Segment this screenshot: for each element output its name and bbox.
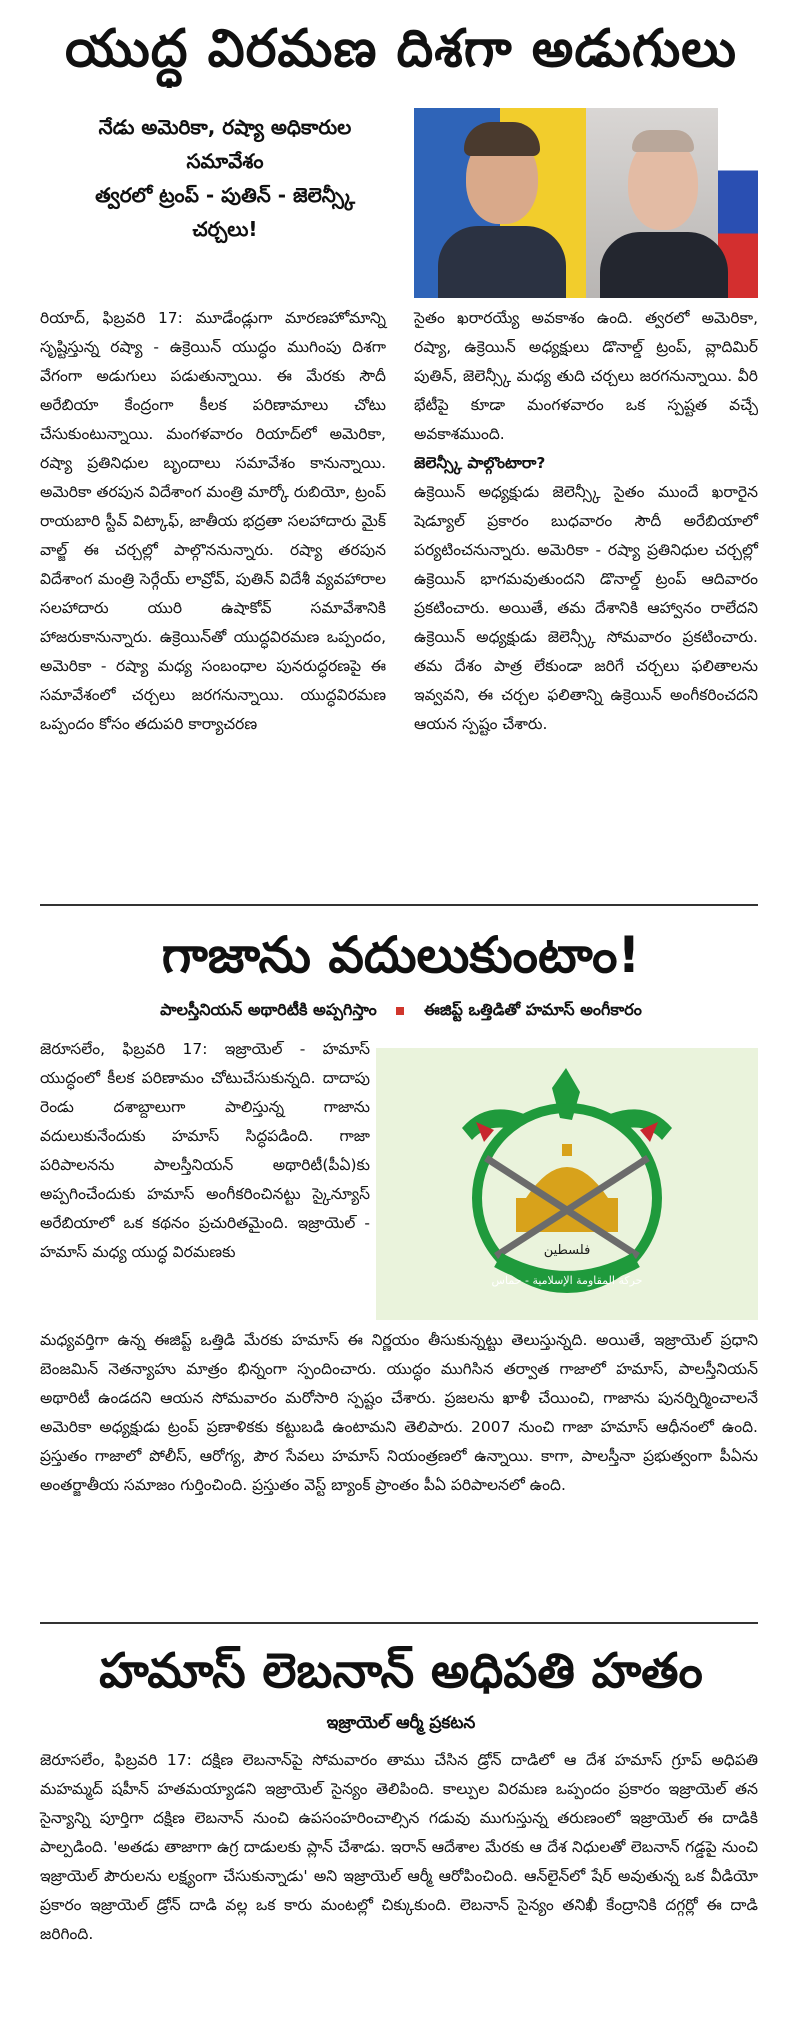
story1-headline: యుద్ధ విరమణ దిశగా అడుగులు: [64, 19, 738, 79]
hamas-emblem-icon: [376, 1048, 758, 1320]
story2-column-narrow: [40, 1035, 370, 1267]
section-divider-1: [40, 904, 758, 906]
story1-subhead-1: నేడు అమెరికా, రష్యా అధికారుల సమావేశం: [98, 115, 352, 173]
section-divider-2: [40, 1622, 758, 1624]
story3-headline: హమాస్ లెబనాన్ అధిపతి హతం: [99, 1643, 703, 1699]
story3-deck: ఇజ్రాయెల్ ఆర్మీ ప్రకటన: [326, 1713, 476, 1733]
story1-column-1: [40, 304, 386, 739]
putin-photo: [586, 108, 758, 298]
story1-column-2: [414, 304, 758, 739]
story2-headline: గాజాను వదులుకుంటాం!: [161, 926, 641, 984]
story1-subhead-2: త్వరలో ట్రంప్ - పుతిన్ - జెలెన్స్కీ చర్చలు!: [95, 183, 355, 241]
story3-column: [40, 1746, 758, 1949]
story2-column-wide: [40, 1326, 758, 1500]
story1-body-col1: రియాద్, ఫిబ్రవరి 17: మూడేండ్లుగా మారణహోమాన్ని సృష్టిస్తున్న రష్యా - ఉక్రెయిన్ యుద్ధం ముగింపు దిశగా వేగంగా అడుగులు పడుతున్నాయి. ఈ మేరకు సౌదీ అరేబియా కేంద్రంగా కీలక పరిణామాలు చోటు చేసుకుంటున్నాయి. మంగళవారం రియాద్‌లో అమెరికా, రష్యా ప్రతినిధుల బృందాలు సమావేశం కానున్నాయి. అమెరికా తరపున విదేశాంగ మంత్రి మార్కో రుబియో, ట్రంప్ రాయబారి స్టీవ్ విట్కాఫ్, జాతీయ భద్రతా సలహాదారు మైక్ వాల్జ్ ఈ చర్చల్లో పాల్గొననున్నారు. రష్యా తరపున విదేశాంగ మంత్రి సెర్గేయ్ లావ్రోవ్, పుతిన్ విదేశీ వ్యవహారాల సలహాదారు యురి ఉషాకోవ్ సమావేశానికి హాజరుకానున్నారు. ఉక్రెయిన్‌తో యుద్ధవిరమణ ఒప్పందం, అమెరికా - రష్యా మధ్య సంబంధాల పునరుద్ధరణపై ఈ సమావేశంలో చర్చలు జరగనున్నాయి. యుద్ధవిరమణ ఒప్పందం కోసం తదుపరి కార్యాచరణ: [40, 309, 386, 733]
story1-body-col2-p2: ఉక్రెయిన్ అధ్యక్షుడు జెలెన్స్కీ సైతం ముందే ఖరారైన షెడ్యూల్ ప్రకారం బుధవారం సౌదీ అరేబియాలో పర్యటించనున్నారు. అమెరికా - రష్యా ప్రతినిధుల చర్చల్లో ఉక్రెయిన్ భాగమవుతుందని డొనాల్డ్ ట్రంప్ ఆదివారం ప్రకటించారు. అయితే, తమ దేశానికి ఆహ్వానం రాలేదని ఉక్రెయిన్ అధ్యక్షుడు జెలెన్స్కీ సోమవారం ప్రకటించారు. తమ దేశం పాత్ర లేకుండా జరిగే చర్చలు ఫలితాలను ఇవ్వవని, ఈ చర్చల ఫలితాన్ని ఉక్రెయిన్ అంగీకరించదని ఆయన స్పష్టం చేశారు.: [414, 483, 758, 733]
story2-deck: [40, 995, 762, 1025]
story2-deck-left: పాలస్తీనియన్ అథారిటీకి అప్పగిస్తాం: [160, 1000, 377, 1019]
story2-deck-right: ఈజిప్ట్ ఒత్తిడితో హమాస్ అంగీకారం: [423, 1000, 642, 1019]
story3-body: జెరూసలేం, ఫిబ్రవరి 17: దక్షిణ లెబనాన్‌పై సోమవారం తాము చేసిన డ్రోన్ దాడిలో ఆ దేశ హమాస్ గ్రూప్ అధిపతి మహమ్మద్ షహీన్ హతమయ్యాడని ఇజ్రాయెల్ సైన్యం తెలిపింది. కాల్పుల విరమణ ఒప్పందం ప్రకారం ఇజ్రాయెల్ తన సైన్యాన్ని పూర్తిగా దక్షిణ లెబనాన్ నుంచి ఉపసంహరించాల్సిన గడువు ముగుస్తున్న తరుణంలో ఇజ్రాయెల్ ఈ దాడికి పాల్పడింది. 'అతడు తాజాగా ఉగ్ర దాడులకు ప్లాన్ చేశాడు. ఇరాన్ ఆదేశాల మేరకు ఆ దేశ నిధులతో లెబనాన్ గడ్డపై నుంచి ఇజ్రాయెల్ పౌరులను లక్ష్యంగా చేసుకున్నాడు' అని ఇజ్రాయెల్ ఆర్మీ ఆరోపించింది. ఆన్‌లైన్‌లో షేర్ అవుతున్న ఒక వీడియో ప్రకారం ఇజ్రాయెల్ డ్రోన్ దాడి వల్ల ఒక కారు మంటల్లో చిక్కుకుంది. లెబనాన్ సైన్యం తనిఖీ కేంద్రానికి దగ్గర్లో ఈ దాడి జరిగింది.: [40, 1751, 758, 1943]
zelensky-photo: [414, 108, 586, 298]
svg-text:حركة المقاومة الإسلامية - حماس: حركة المقاومة الإسلامية - حماس: [491, 1274, 643, 1287]
story1-col2-subhead: జెలెన్స్కీ పాల్గొంటారా?: [414, 454, 546, 472]
svg-text:فلسطين: فلسطين: [543, 1243, 591, 1258]
hamas-emblem: [376, 1048, 758, 1320]
story1-body-col2-p1: సైతం ఖరారయ్యే అవకాశం ఉంది. త్వరలో అమెరికా, రష్యా, ఉక్రెయిన్ అధ్యక్షులు డొనాల్డ్ ట్రంప్, వ్లాదిమిర్ పుతిన్, జెలెన్స్కీ మధ్య తుది చర్చలు జరగనున్నాయి. వీరి భేటీపై కూడా మంగళవారం ఒక స్పష్టత వచ్చే అవకాశముంది.: [414, 309, 758, 443]
story2-body-wide: మధ్యవర్తిగా ఉన్న ఈజిప్ట్ ఒత్తిడి మేరకు హమాస్ ఈ నిర్ణయం తీసుకున్నట్టు తెలుస్తున్నది. అయితే, ఇజ్రాయెల్ ప్రధాని బెంజమిన్ నెతన్యాహు మాత్రం భిన్నంగా స్పందించారు. యుద్ధం ముగిసిన తర్వాత గాజాలో హమాస్, పాలస్తీనియన్ అథారిటీ ఉండదని ఆయన సోమవారం మరోసారి స్పష్టం చేశారు. ప్రజలను ఖాళీ చేయించి, గాజాను పునర్నిర్మించాలనే అమెరికా అధ్యక్షుడు ట్రంప్ ప్రణాళికకు కట్టుబడి ఉంటామని తెలిపారు. 2007 నుంచి గాజా హమాస్ ఆధీనంలో ఉంది. ప్రస్తుతం గాజాలో పోలీస్, ఆరోగ్య, పౌర సేవలు హమాస్ నియంత్రణలో ఉన్నాయి. కాగా, పాలస్తీనా ప్రభుత్వంగా పీఏను అంతర్జాతీయ సమాజం గుర్తించింది. ప్రస్తుతం వెస్ట్ బ్యాంక్ ప్రాంతం పీఏ పరిపాలనలో ఉంది.: [40, 1331, 758, 1494]
story2-body-narrow: జెరూసలేం, ఫిబ్రవరి 17: ఇజ్రాయెల్ - హమాస్ యుద్ధంలో కీలక పరిణామం చోటుచేసుకున్నది. దాదాపు రెండు దశాబ్దాలుగా పాలిస్తున్న గాజాను వదులుకునేందుకు హమాస్ సిద్ధపడింది. గాజా పరిపాలనను పాలస్తీనియన్ అథారిటీ(పీఏ)కు అప్పగించేందుకు హమాస్ అంగీకరించినట్టు స్కైన్యూస్ అరేబియాలో ఒక కథనం ప్రచురితమైంది. ఇజ్రాయెల్ - హమాస్ మధ్య యుద్ధ విరమణకు: [40, 1040, 370, 1261]
zelensky-putin-photo: [414, 108, 758, 298]
red-square-separator-icon: [396, 1007, 404, 1015]
story1-subheads: [60, 110, 390, 246]
